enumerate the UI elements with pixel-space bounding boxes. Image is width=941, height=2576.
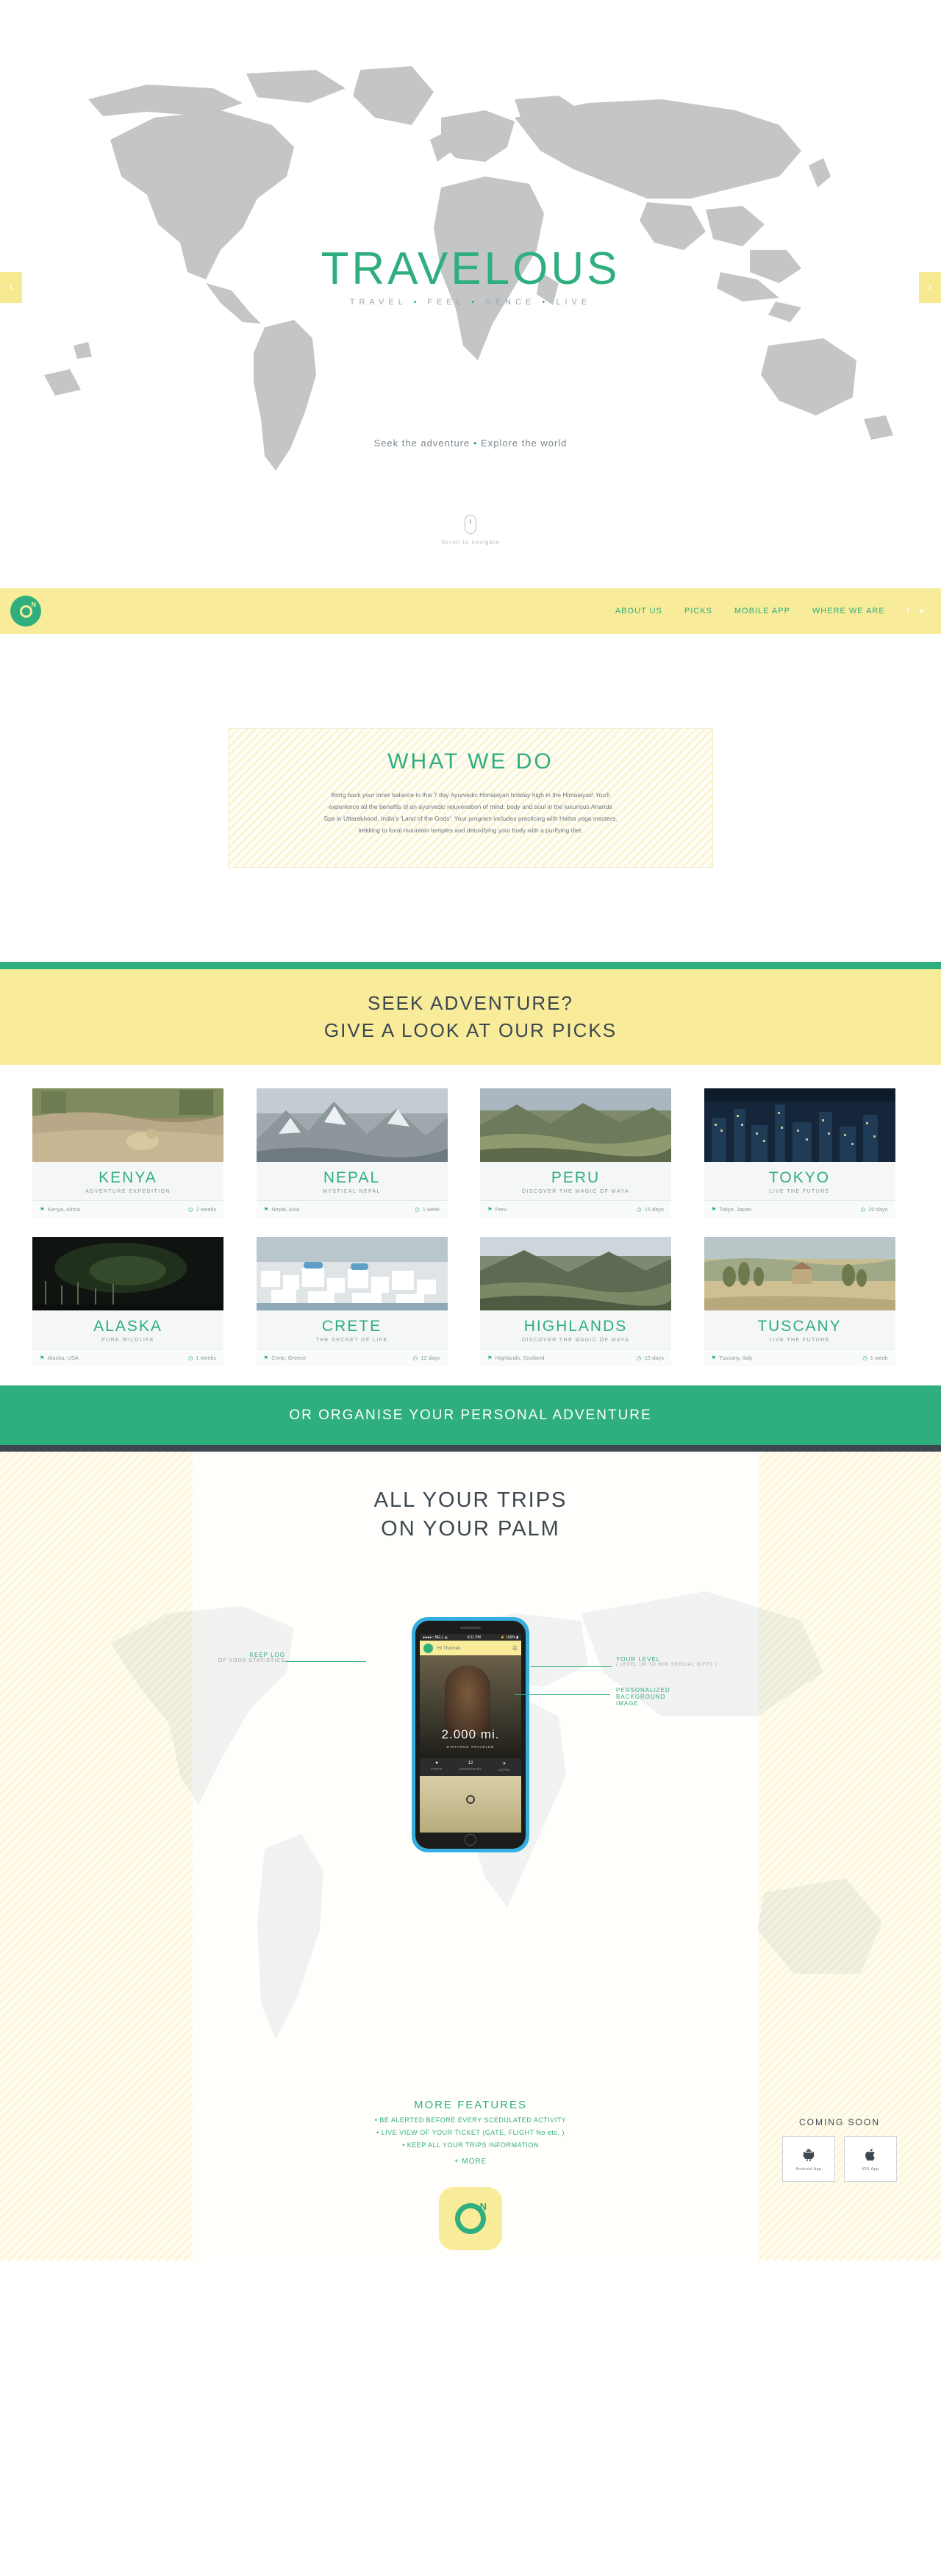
hamburger-menu-icon[interactable]: ☰	[512, 1644, 518, 1652]
app-map-area[interactable]	[420, 1776, 521, 1833]
pick-card-alaska[interactable]	[32, 1237, 223, 1366]
main-navbar	[0, 588, 941, 634]
stat-trips-label: TRIPS	[431, 1767, 443, 1771]
pick-card-duration	[415, 1206, 440, 1213]
callout-line-bottom	[515, 1694, 610, 1695]
more-features-item-2: • LIVE VIEW OF YOUR TICKET (GATE, FLIGHT No etc. )	[376, 2129, 565, 2136]
pick-card-title: KENYA	[99, 1169, 157, 1186]
pick-card-image	[480, 1237, 671, 1310]
pick-card-place-label: Tuscany, Italy	[719, 1355, 753, 1361]
pick-card-place	[487, 1355, 544, 1361]
what-we-do-title: WHAT WE DO	[387, 749, 554, 774]
pick-card-place	[40, 1355, 79, 1361]
clock-icon: ◷	[412, 1355, 418, 1361]
pick-card-title: ALASKA	[93, 1318, 162, 1335]
pick-card-meta	[257, 1349, 448, 1366]
android-icon	[801, 2147, 817, 2163]
pick-card-subtitle: MYSTICAL NEPAL	[323, 1189, 381, 1194]
organise-banner[interactable]	[0, 1385, 941, 1452]
pick-card-place	[712, 1355, 753, 1361]
brand-word-live: LIVE	[556, 298, 592, 307]
callout-keep-log-line1: KEEP LOG	[249, 1652, 285, 1658]
distance-value: 2.000 mi.	[441, 1727, 500, 1741]
coming-soon-block	[782, 2117, 897, 2182]
pick-card-meta	[480, 1349, 671, 1366]
pick-card-duration	[637, 1355, 664, 1361]
pick-card-duration-label: 20 days	[868, 1206, 888, 1213]
nav-item-picks[interactable]: PICKS	[684, 607, 712, 616]
clock-icon: ◷	[862, 1355, 867, 1361]
pick-card-image	[32, 1237, 223, 1310]
app-logo-icon	[423, 1644, 433, 1653]
stat-countries-label: COUNTRIES	[459, 1767, 482, 1771]
coming-soon-boxes	[782, 2136, 897, 2182]
pick-card-image	[257, 1088, 448, 1162]
phone-home-button[interactable]	[465, 1834, 476, 1846]
tagline-right: Explore the world	[481, 438, 568, 449]
clock-icon: ◷	[187, 1206, 193, 1213]
clock-icon: ◷	[415, 1206, 420, 1213]
pick-card-place-label: Kenya, Africa	[47, 1206, 80, 1213]
coming-soon-title: COMING SOON	[798, 2117, 880, 2127]
clock-icon: ◷	[637, 1355, 642, 1361]
callout-line-left	[285, 1661, 366, 1662]
pick-card-duration	[413, 1355, 440, 1361]
brand-subtitle	[0, 298, 941, 307]
app-icon-letter: N	[479, 2201, 487, 2212]
app-title-line1: ALL YOUR TRIPS	[373, 1488, 568, 1512]
picks-heading	[0, 969, 941, 1065]
pick-card-duration-label: 1 week	[422, 1206, 440, 1213]
more-features-more-link[interactable]: + MORE	[454, 2158, 487, 2166]
site-logo[interactable]	[10, 596, 41, 627]
phone-status-bar	[420, 1634, 521, 1641]
scroll-hint-label: Scroll to navigate	[441, 539, 500, 546]
pin-icon: ⚑	[711, 1206, 717, 1213]
pick-card-subtitle: LIVE THE FUTURE	[769, 1189, 830, 1194]
brand-word-sence: SENCE	[485, 298, 536, 307]
nav-item-mobile-app[interactable]: MOBILE APP	[734, 607, 790, 616]
callout-bg-line3: IMAGE	[616, 1700, 639, 1707]
brand-word-travel: TRAVEL	[349, 298, 407, 307]
pin-icon: ⚑	[487, 1355, 493, 1361]
pick-card-place-label: Crete, Greece	[271, 1355, 307, 1361]
pick-card-tuscany[interactable]	[704, 1237, 895, 1366]
pin-icon: ⚑	[487, 1206, 493, 1213]
app-greeting: Hi Thomas	[437, 1645, 461, 1651]
callout-bg-line1: PERSONALIZED	[616, 1687, 670, 1694]
more-features-item-3: • KEEP ALL YOUR TRIPS INFORMATION	[402, 2141, 539, 2149]
pick-card-place	[264, 1355, 307, 1361]
ios-app-label: iOS App	[862, 2167, 879, 2172]
stat-trips[interactable]	[420, 1758, 454, 1776]
app-top-bar	[420, 1641, 521, 1655]
pick-card-duration-label: 15 days	[644, 1206, 664, 1213]
nav-item-about-us[interactable]: ABOUT US	[615, 607, 662, 616]
nav-item-where-we-are[interactable]: WHERE WE ARE	[812, 607, 885, 616]
pick-card-duration-label: 1 weeks	[196, 1355, 216, 1361]
pick-card-place	[487, 1206, 507, 1213]
android-app-badge[interactable]	[782, 2136, 835, 2182]
pick-card-title: NEPAL	[323, 1169, 381, 1186]
pick-card-peru[interactable]	[480, 1088, 671, 1218]
pick-card-subtitle: LIVE THE FUTURE	[769, 1338, 830, 1343]
hero-section	[0, 0, 941, 588]
pick-card-image	[32, 1088, 223, 1162]
pick-card-body	[480, 1310, 671, 1349]
picks-heading-line2: GIVE A LOOK AT OUR PICKS	[323, 1019, 618, 1041]
pick-card-image	[257, 1237, 448, 1310]
pick-card-body	[32, 1310, 223, 1349]
pick-card-place-label: Alaska, USA	[47, 1355, 79, 1361]
pick-card-duration	[188, 1355, 216, 1361]
callout-keep-log	[215, 1652, 285, 1663]
clock-icon: ◷	[637, 1206, 642, 1213]
app-icon-ring	[455, 2203, 486, 2234]
pick-card-place	[40, 1206, 80, 1213]
pick-card-duration	[862, 1355, 887, 1361]
hero-branding	[0, 243, 941, 307]
picks-heading-line1: SEEK ADVENTURE?	[368, 992, 573, 1014]
pick-card-title: TUSCANY	[757, 1318, 842, 1335]
pick-card-meta	[704, 1349, 895, 1366]
app-store-icon[interactable]	[439, 2187, 502, 2250]
pick-card-image	[704, 1088, 895, 1162]
pin-icon: ⚑	[40, 1355, 45, 1361]
pick-card-image	[480, 1088, 671, 1162]
nav-menu	[615, 607, 885, 616]
pick-card-duration-label: 12 days	[421, 1355, 440, 1361]
chevron-right-icon: ›	[928, 281, 932, 293]
facebook-icon[interactable]: f	[906, 606, 909, 616]
distance-label: DISTANCE TRAVELED	[446, 1745, 495, 1749]
pick-card-meta	[704, 1201, 895, 1218]
pick-card-image	[704, 1237, 895, 1310]
pick-card-body	[257, 1162, 448, 1201]
app-hero-photo	[420, 1655, 521, 1758]
twitter-icon[interactable]: ✦	[917, 607, 925, 616]
pick-card-title: PERU	[551, 1169, 601, 1186]
pick-card-nepal[interactable]	[257, 1088, 448, 1218]
pick-card-subtitle: PURE WILDLIFE	[101, 1338, 154, 1343]
stat-level[interactable]	[487, 1758, 521, 1776]
phone-mockup	[412, 1617, 529, 1852]
callout-your-level-line2: ( LEVEL UP TO WIN SPECIAL GIFTS )	[616, 1663, 718, 1667]
stat-trips-value: ♥	[435, 1761, 438, 1766]
pick-card-title: CRETE	[321, 1318, 382, 1335]
pick-card-duration	[637, 1206, 664, 1213]
map-target-icon	[466, 1795, 475, 1804]
pick-card-place	[264, 1206, 300, 1213]
pick-card-duration	[188, 1206, 216, 1213]
chevron-left-icon: ‹	[9, 281, 13, 293]
pick-card-highlands[interactable]	[480, 1237, 671, 1366]
pick-card-crete[interactable]	[257, 1237, 448, 1366]
ios-app-badge[interactable]	[844, 2136, 897, 2182]
pick-card-body	[257, 1310, 448, 1349]
pick-card-duration-label: 15 days	[644, 1355, 664, 1361]
pin-icon: ⚑	[263, 1206, 269, 1213]
pick-card-subtitle: ADVENTURE EXPEDITION	[85, 1189, 171, 1194]
logo-letter: N	[31, 601, 36, 608]
hero-next-arrow[interactable]	[919, 272, 941, 303]
organise-banner-label: OR ORGANISE YOUR PERSONAL ADVENTURE	[289, 1407, 652, 1423]
pick-card-meta	[32, 1349, 223, 1366]
nav-social-links	[907, 607, 925, 616]
app-stats-row	[420, 1758, 521, 1776]
callout-bg-line2: BACKGROUND	[616, 1694, 666, 1700]
stat-countries-value: 12	[468, 1761, 473, 1766]
bullet-icon: •	[413, 298, 428, 307]
status-left: ●●●●○ BELL ⬙	[423, 1635, 448, 1640]
apple-icon	[862, 2147, 879, 2163]
pick-card-meta	[32, 1201, 223, 1218]
status-center: 4:21 PM	[467, 1635, 481, 1640]
pick-card-body	[32, 1162, 223, 1201]
pick-card-subtitle: DISCOVER THE MAGIC OF MAYA	[521, 1338, 630, 1343]
pick-card-kenya[interactable]	[32, 1088, 223, 1218]
pick-card-meta	[480, 1201, 671, 1218]
app-section-title	[0, 1488, 941, 1541]
brand-title: TRAVELOUS	[321, 243, 620, 294]
tagline-separator: •	[473, 438, 478, 449]
bullet-icon: •	[542, 298, 557, 307]
callout-personalized-background	[616, 1687, 734, 1707]
pick-card-place-label: Nepal, Asia	[271, 1206, 300, 1213]
pick-card-tokyo[interactable]	[704, 1088, 895, 1218]
pick-card-body	[704, 1310, 895, 1349]
android-app-label: Android App	[795, 2167, 822, 2172]
mobile-app-section	[0, 1452, 941, 2261]
more-features-item-1: • BE ALERTED BEFORE EVERY SCEDULATED ACTIVITY	[374, 2116, 567, 2124]
pick-card-duration-label: 2 weeks	[196, 1206, 216, 1213]
callout-keep-log-line2: OF YOUR STATISTICS	[218, 1658, 285, 1663]
hiker-figure	[445, 1666, 490, 1736]
pick-card-title: TOKYO	[768, 1169, 831, 1186]
app-title-line2: ON YOUR PALM	[381, 1517, 560, 1541]
pin-icon: ⚑	[263, 1355, 269, 1361]
clock-icon: ◷	[860, 1206, 866, 1213]
pick-card-subtitle: THE SECRET OF LIFE	[315, 1338, 388, 1343]
picks-grid	[0, 1065, 941, 1385]
bullet-icon: •	[471, 298, 486, 307]
brand-word-feel: FEEL	[427, 298, 465, 307]
scroll-hint[interactable]	[0, 515, 941, 546]
pick-card-duration-label: 1 week	[870, 1355, 888, 1361]
what-we-do-section	[0, 634, 941, 962]
stat-level-label: LEVEL	[498, 1768, 511, 1772]
what-we-do-body: Bring back your inner balance in this 7 day Ayurvedic Himalayan holiday high in the Himalayas! You'll experience all the benefits of an ayurvedic rejuvenation of mind, body and soul in the luxurious Ananda Spa in Uttarakhand, India's 'Land of the Gods'. Your program includes practicing with Hatha yoga masters, trekking to local mountain temples and detoxifying your body with a purifying diet.	[323, 791, 618, 835]
mouse-scroll-icon	[465, 515, 476, 534]
pick-card-duration	[861, 1206, 888, 1213]
more-features-title: MORE FEATURES	[413, 2099, 528, 2111]
pick-card-place-label: Peru	[495, 1206, 507, 1213]
phone-screen[interactable]	[420, 1634, 521, 1833]
pick-card-body	[480, 1162, 671, 1201]
pick-card-place	[712, 1206, 752, 1213]
pick-card-place-label: Tokyo, Japan	[719, 1206, 752, 1213]
tagline-left: Seek the adventure	[373, 438, 470, 449]
stat-level-value: ✈	[502, 1762, 507, 1766]
callout-your-level-line1: YOUR LEVEL	[616, 1656, 661, 1663]
what-we-do-card	[228, 728, 713, 868]
callout-line-right	[531, 1666, 612, 1667]
pick-card-meta	[257, 1201, 448, 1218]
pin-icon: ⚑	[711, 1355, 717, 1361]
hero-prev-arrow[interactable]	[0, 272, 22, 303]
pick-card-subtitle: DISCOVER THE MAGIC OF MAYA	[521, 1189, 630, 1194]
clock-icon: ◷	[187, 1355, 193, 1361]
logo-ring-icon	[20, 605, 32, 618]
pick-card-title: HIGHLANDS	[523, 1318, 628, 1335]
pick-card-place-label: Highlands, Scotland	[495, 1355, 545, 1361]
pick-card-body	[704, 1162, 895, 1201]
pin-icon: ⚑	[40, 1206, 45, 1213]
phone-body	[415, 1621, 526, 1849]
status-right: ⚡ 100% ▮	[500, 1635, 518, 1640]
hero-tagline	[0, 438, 941, 449]
stat-countries[interactable]	[454, 1758, 487, 1776]
phone-speaker	[460, 1627, 481, 1629]
picks-top-divider	[0, 962, 941, 969]
callout-your-level	[616, 1656, 770, 1667]
